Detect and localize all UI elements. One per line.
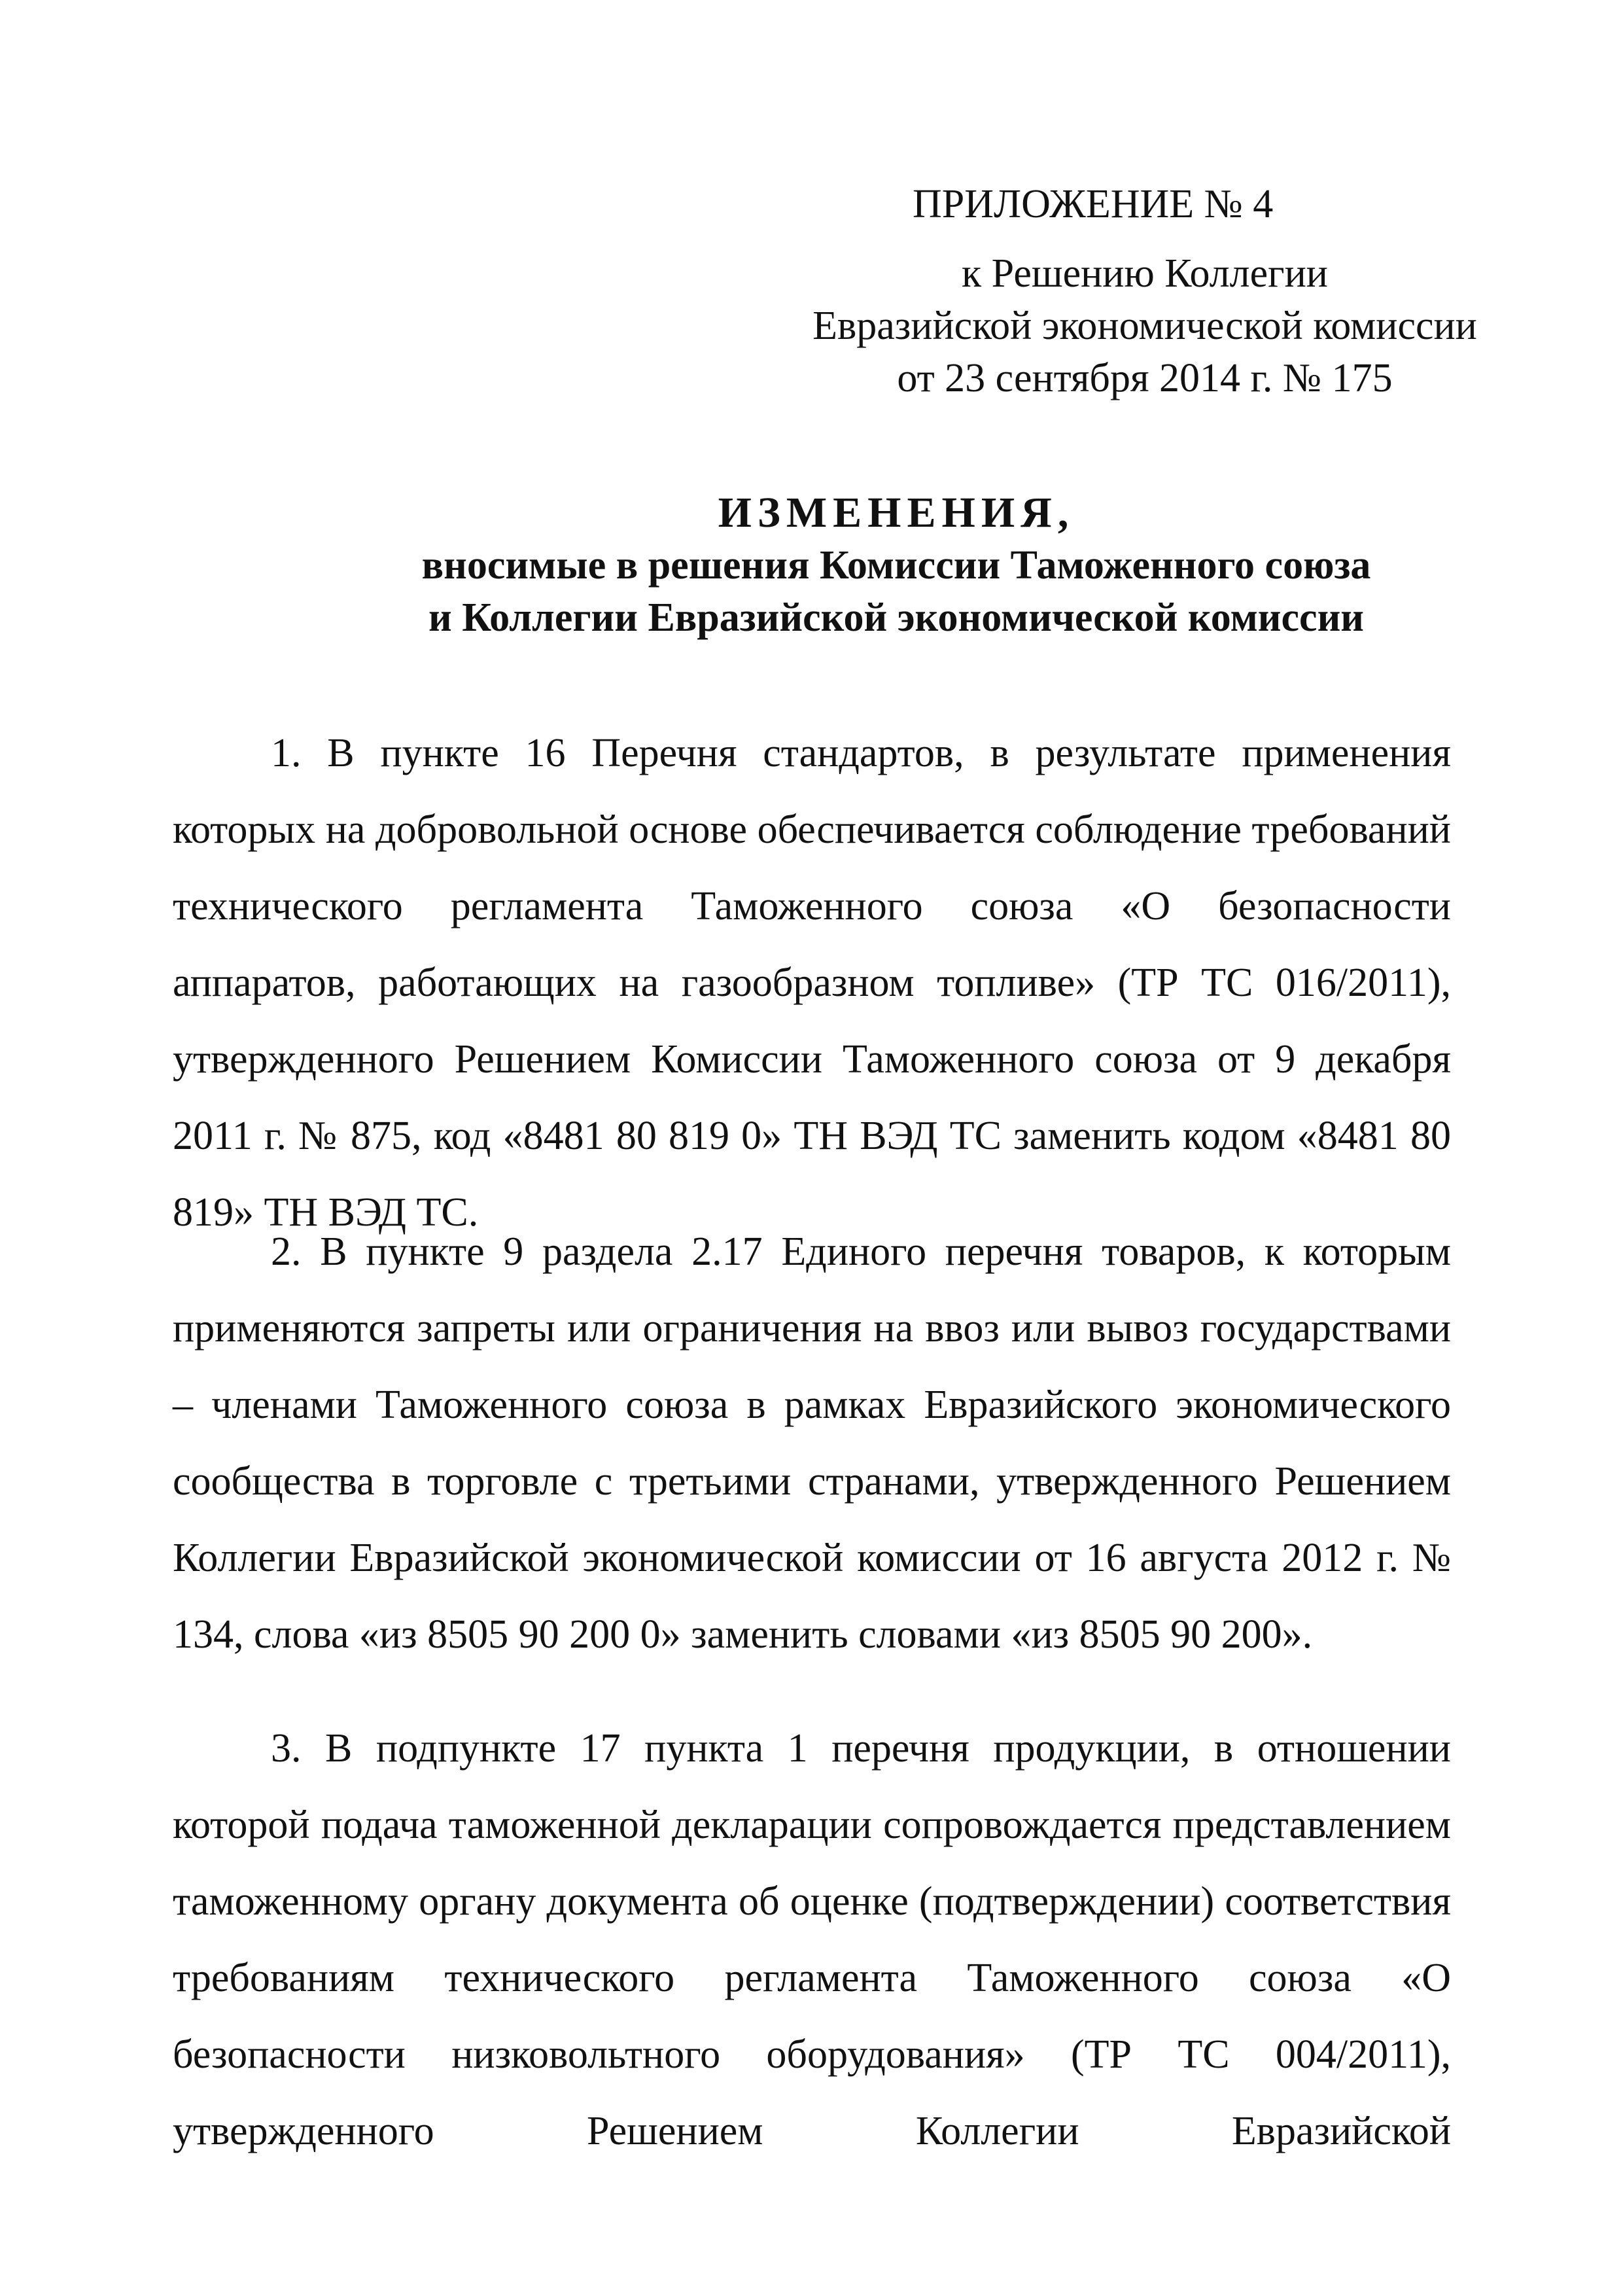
document-title <box>170 487 1622 644</box>
title-sub-line-1: вносимые в решения Комиссии Таможенного союза <box>421 543 1371 588</box>
appendix-ref-line-2: Евразийской экономической комиссии <box>812 304 1477 348</box>
appendix-ref-line-3: от 23 сентября 2014 г. № 175 <box>897 356 1393 400</box>
paragraph-2: 2. В пункте 9 раздела 2.17 Единого перечня товаров, к которым применяются запреты или ограничения на ввоз или вывоз государствами – членами Таможенного союза в рамках Евразийского экономического сообщества в торговле с третьими странами, утвержденного Решением Коллегии Евразийской экономической комиссии от 16 августа 2012 г. № 134, слова «из 8505 90 200 0» заменить словами «из 8505 90 200». <box>173 1229 1451 1657</box>
title-sub-line-2: и Коллегии Евразийской экономической комиссии <box>428 595 1365 640</box>
paragraph-3: 3. В подпункте 17 пункта 1 перечня продукции, в отношении которой подача таможенной декларации сопровождается представлением таможенному органу документа об оценке (подтверждении) соответствия требованиям технического регламента Таможенного союза «О безопасности низковольтного оборудования» (ТР ТС 004/2011), утвержденного Решением Коллегии Евразийской <box>173 1726 1451 2153</box>
appendix-number-text: ПРИЛОЖЕНИЕ № 4 <box>913 182 1274 226</box>
title-main: ИЗМЕНЕНИЯ, <box>718 489 1075 537</box>
appendix-number <box>913 178 1623 230</box>
appendix-reference <box>759 247 1531 404</box>
paragraph-1: 1. В пункте 16 Перечня стандартов, в результате применения которых на добровольной основе обеспечивается соблюдение требований технического регламента Таможенного союза «О безопасности аппаратов, работающих на газообразном топливе» (ТР ТС 016/2011), утвержденного Решением Комиссии Таможенного союза от 9 декабря 2011 г. № 875, код «8481 80 819 0» ТН ВЭД ТС заменить кодом «8481 80 819» ТН ВЭД ТС. <box>173 731 1451 1235</box>
appendix-ref-line-1: к Решению Коллегии <box>962 251 1328 296</box>
